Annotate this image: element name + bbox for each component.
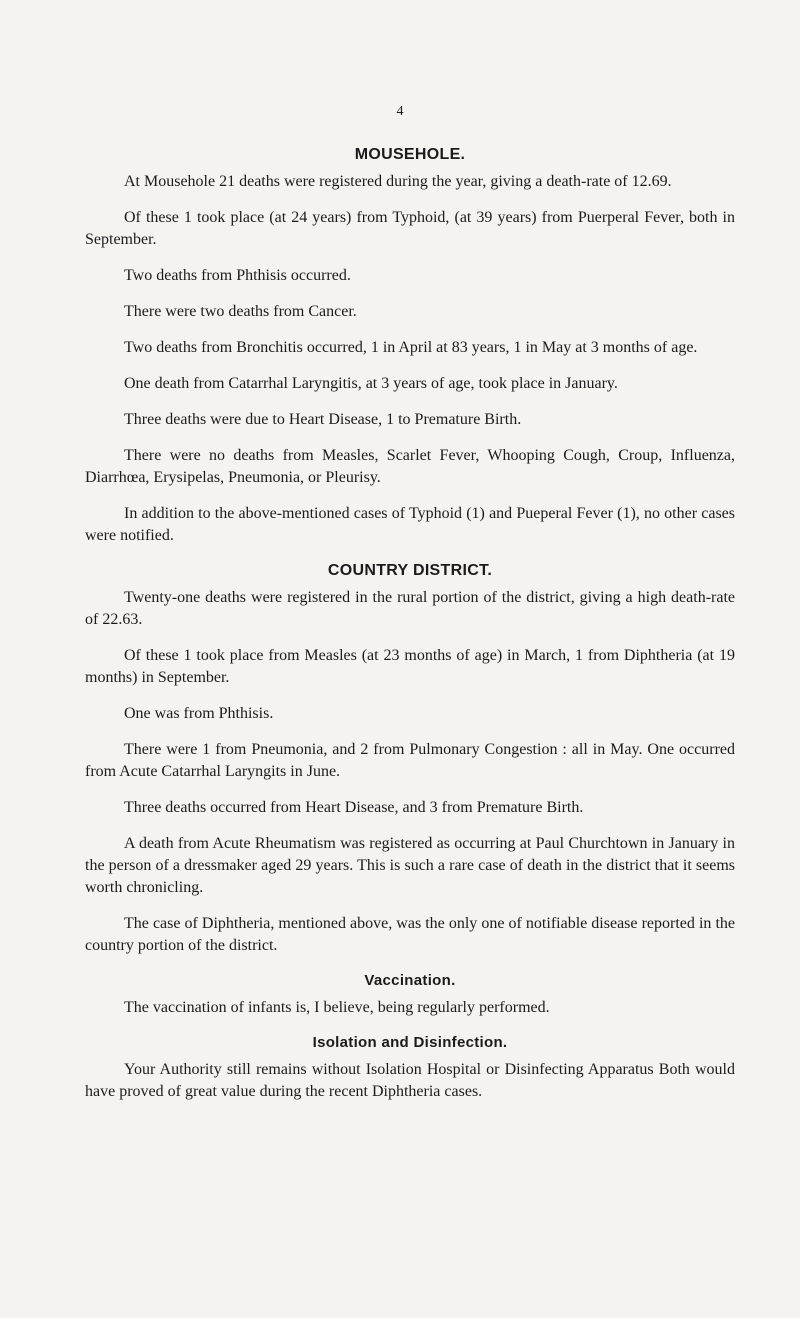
section-heading-country-district: COUNTRY DISTRICT. <box>327 562 493 579</box>
paragraph: One death from Catarrhal Laryngitis, at 3 years of age, took place in January. <box>124 375 618 392</box>
paragraph: Three deaths were due to Heart Disease, 1 to Premature Birth. <box>124 411 522 428</box>
section-heading-mousehole: MOUSEHOLE. <box>354 146 466 163</box>
paragraph: The vaccination of infants is, I believe, being regularly performed. <box>124 999 550 1016</box>
paragraph: Of these 1 took place (at 24 years) from Typhoid, (at 39 years) from Puerperal Fever, both in September. <box>85 209 735 248</box>
paragraph: There were no deaths from Measles, Scarlet Fever, Whooping Cough, Croup, Influenza, Diarrhœa, Erysipelas, Pneumonia, or Pleurisy. <box>85 447 735 486</box>
paragraph: A death from Acute Rheumatism was registered as occurring at Paul Churchtown in January in the person of a dressmaker aged 29 years. This is such a rare case of death in the district that it seems worth chronicling. <box>85 835 735 896</box>
paragraph: At Mousehole 21 deaths were registered during the year, giving a death-rate of 12.69. <box>124 173 672 190</box>
paragraph: Twenty-one deaths were registered in the rural portion of the district, giving a high death-rate of 22.63. <box>85 589 735 628</box>
paragraph: The case of Diphtheria, mentioned above, was the only one of notifiable disease reported in the country portion of the district. <box>85 915 735 954</box>
section-vaccination <box>85 971 735 1019</box>
paragraph: Of these 1 took place from Measles (at 23 months of age) in March, 1 from Diphtheria (at 19 months) in September. <box>85 647 735 686</box>
page-number: 4 <box>396 104 404 119</box>
paragraph: There were two deaths from Cancer. <box>124 303 357 320</box>
paragraph: There were 1 from Pneumonia, and 2 from Pulmonary Congestion : all in May. One occurred from Acute Catarrhal Laryngits in June. <box>85 741 735 780</box>
paragraph: Two deaths from Phthisis occurred. <box>124 267 351 284</box>
section-heading-vaccination: Vaccination. <box>364 972 456 989</box>
section-isolation-disinfection <box>85 1033 735 1103</box>
document-body <box>85 145 735 1117</box>
paragraph: Two deaths from Bronchitis occurred, 1 in April at 83 years, 1 in May at 3 months of age. <box>124 339 698 356</box>
section-mousehole <box>85 145 735 547</box>
section-country-district <box>85 561 735 957</box>
paragraph: Three deaths occurred from Heart Disease, and 3 from Premature Birth. <box>124 799 584 816</box>
section-heading-isolation-disinfection: Isolation and Disinfection. <box>312 1034 508 1051</box>
paragraph: Your Authority still remains without Isolation Hospital or Disinfecting Apparatus Both would have proved of great value during the recent Diphtheria cases. <box>85 1061 735 1100</box>
paragraph: One was from Phthisis. <box>124 705 274 722</box>
paragraph: In addition to the above-mentioned cases of Typhoid (1) and Pueperal Fever (1), no other cases were notified. <box>85 505 735 544</box>
